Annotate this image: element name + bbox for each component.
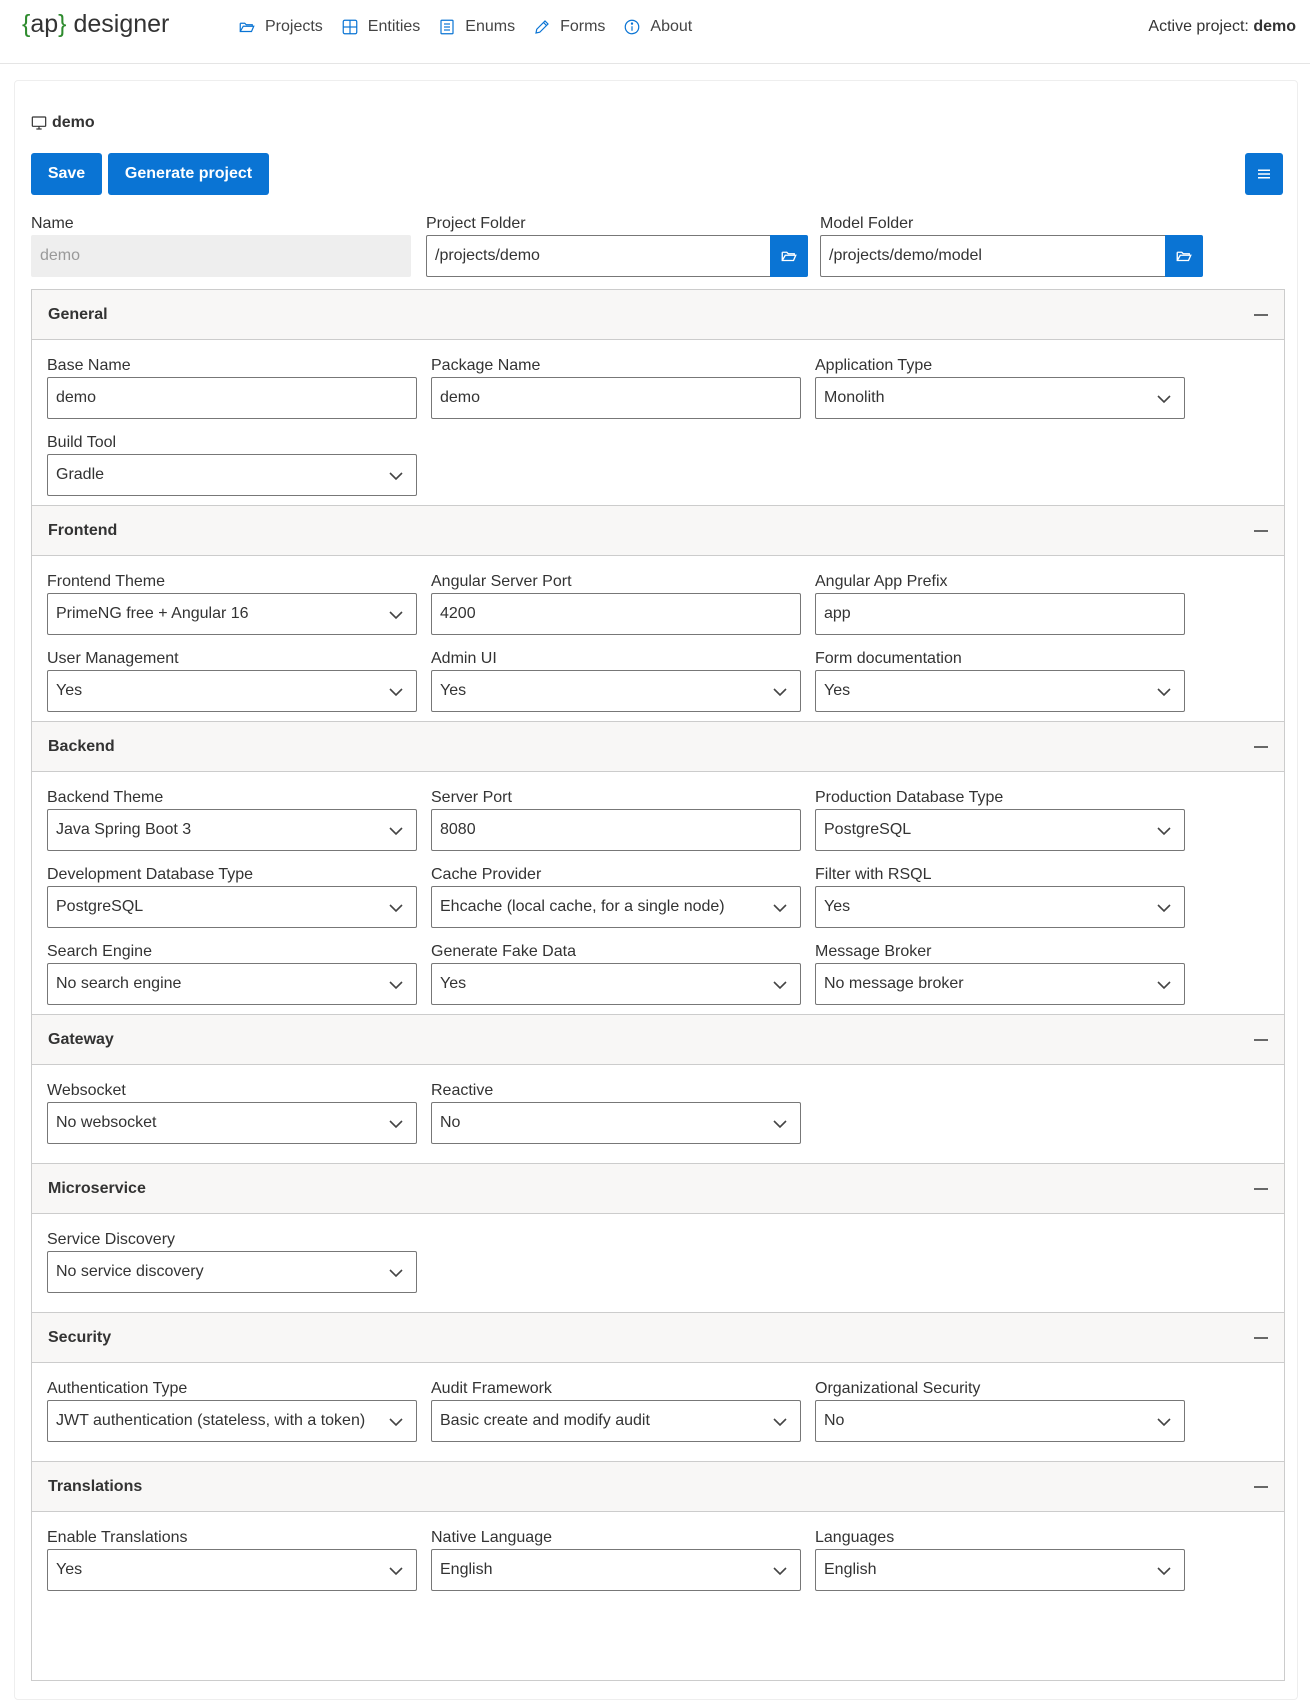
chevron-down-icon bbox=[1156, 823, 1172, 839]
select-value: No search engine bbox=[56, 975, 182, 992]
chevron-down-icon bbox=[388, 684, 404, 700]
select-value: PrimeNG free + Angular 16 bbox=[56, 605, 249, 622]
search-engine-select[interactable] bbox=[47, 963, 417, 1005]
select-value: No service discovery bbox=[56, 1263, 204, 1280]
panel-general bbox=[31, 289, 1285, 520]
user-management-select[interactable] bbox=[47, 670, 417, 712]
logo-ap: ap bbox=[30, 10, 59, 38]
native-language-label: Native Language bbox=[431, 1529, 552, 1546]
languages-label: Languages bbox=[815, 1529, 895, 1546]
panel-security bbox=[31, 1312, 1285, 1467]
select-value: PostgreSQL bbox=[56, 898, 144, 915]
chevron-down-icon bbox=[772, 977, 788, 993]
collapse-icon[interactable] bbox=[1252, 1329, 1270, 1347]
chevron-down-icon bbox=[388, 823, 404, 839]
chevron-down-icon bbox=[388, 1563, 404, 1579]
frontend-theme-select[interactable] bbox=[47, 593, 417, 635]
chevron-down-icon bbox=[772, 684, 788, 700]
frontend-theme-label: Frontend Theme bbox=[47, 573, 165, 590]
backend-theme-label: Backend Theme bbox=[47, 789, 164, 806]
form-documentation-label: Form documentation bbox=[815, 650, 962, 667]
enable-translations-select[interactable] bbox=[47, 1549, 417, 1591]
websocket-label: Websocket bbox=[47, 1082, 126, 1099]
select-value: Yes bbox=[56, 1561, 83, 1578]
save-button[interactable]: Save bbox=[31, 153, 102, 195]
info-icon bbox=[623, 18, 641, 36]
nav-entities[interactable] bbox=[341, 16, 420, 38]
model-folder-browse-button[interactable] bbox=[1165, 235, 1203, 277]
fake-data-label: Generate Fake Data bbox=[431, 943, 576, 960]
audit-framework-select[interactable] bbox=[431, 1400, 801, 1442]
websocket-select[interactable] bbox=[47, 1102, 417, 1144]
logo-brace-close: } bbox=[58, 10, 67, 38]
reactive-select[interactable] bbox=[431, 1102, 801, 1144]
select-value: No bbox=[440, 1114, 461, 1131]
project-title bbox=[31, 114, 95, 132]
nav-label: Projects bbox=[265, 18, 323, 35]
chevron-down-icon bbox=[1156, 684, 1172, 700]
panel-header-translations[interactable] bbox=[32, 1462, 1284, 1512]
panel-gateway bbox=[31, 1014, 1285, 1169]
enable-translations-label: Enable Translations bbox=[47, 1529, 188, 1546]
select-value: Yes bbox=[440, 682, 467, 699]
select-value: No message broker bbox=[824, 975, 964, 992]
select-value: Basic create and modify audit bbox=[440, 1412, 650, 1429]
model-folder-label: Model Folder bbox=[820, 215, 914, 232]
select-value: Ehcache (local cache, for a single node) bbox=[440, 898, 725, 915]
fake-data-select[interactable] bbox=[431, 963, 801, 1005]
logo[interactable] bbox=[22, 10, 169, 39]
folder-open-icon bbox=[238, 18, 256, 36]
organizational-security-label: Organizational Security bbox=[815, 1380, 981, 1397]
collapse-icon[interactable] bbox=[1252, 1031, 1270, 1049]
folder-open-icon bbox=[1175, 247, 1193, 265]
select-value: JWT authentication (stateless, with a token) bbox=[56, 1412, 366, 1429]
collapse-icon[interactable] bbox=[1252, 738, 1270, 756]
message-broker-label: Message Broker bbox=[815, 943, 932, 960]
native-language-select[interactable] bbox=[431, 1549, 801, 1591]
panel-header-backend[interactable] bbox=[32, 722, 1284, 772]
panel-header-general[interactable] bbox=[32, 290, 1284, 340]
panel-translations bbox=[31, 1461, 1285, 1681]
nav-label: Entities bbox=[367, 18, 421, 35]
panel-title: General bbox=[48, 305, 108, 323]
nav-label: Enums bbox=[465, 18, 516, 35]
chevron-down-icon bbox=[388, 1265, 404, 1281]
chevron-down-icon bbox=[388, 468, 404, 484]
chevron-down-icon bbox=[388, 900, 404, 916]
search-engine-label: Search Engine bbox=[47, 943, 152, 960]
active-project-indicator bbox=[1148, 18, 1296, 36]
nav-projects[interactable] bbox=[238, 16, 323, 38]
active-project-name: demo bbox=[1253, 18, 1296, 35]
package-name-input[interactable]: demo bbox=[431, 377, 801, 419]
active-project-prefix: Active project: bbox=[1148, 18, 1254, 35]
pencil-icon bbox=[533, 18, 551, 36]
panel-header-gateway[interactable] bbox=[32, 1015, 1284, 1065]
panel-frontend bbox=[31, 505, 1285, 736]
backend-theme-select[interactable] bbox=[47, 809, 417, 851]
main-nav bbox=[238, 16, 710, 38]
select-value: Gradle bbox=[56, 466, 105, 483]
project-title-text: demo bbox=[52, 114, 95, 131]
chevron-down-icon bbox=[388, 607, 404, 623]
name-label: Name bbox=[31, 215, 74, 232]
nav-label: About bbox=[650, 18, 693, 35]
panel-header-frontend[interactable] bbox=[32, 506, 1284, 556]
panel-title: Gateway bbox=[48, 1030, 114, 1048]
cache-provider-select[interactable] bbox=[431, 886, 801, 928]
rsql-filter-label: Filter with RSQL bbox=[815, 866, 932, 883]
panel-title: Frontend bbox=[48, 521, 118, 539]
select-value: PostgreSQL bbox=[824, 821, 912, 838]
admin-ui-select[interactable] bbox=[431, 670, 801, 712]
chevron-down-icon bbox=[1156, 1563, 1172, 1579]
select-value: Yes bbox=[56, 682, 83, 699]
chevron-down-icon bbox=[388, 1414, 404, 1430]
collapse-icon[interactable] bbox=[1252, 1180, 1270, 1198]
nav-about[interactable] bbox=[623, 16, 692, 38]
development-db-select[interactable] bbox=[47, 886, 417, 928]
chevron-down-icon bbox=[772, 1563, 788, 1579]
cache-provider-label: Cache Provider bbox=[431, 866, 542, 883]
nav-enums[interactable] bbox=[438, 16, 515, 38]
project-folder-browse-button[interactable] bbox=[770, 235, 808, 277]
collapse-icon[interactable] bbox=[1252, 522, 1270, 540]
chevron-down-icon bbox=[1156, 391, 1172, 407]
server-port-label: Server Port bbox=[431, 789, 512, 806]
hamburger-icon bbox=[1255, 165, 1273, 183]
panel-backend bbox=[31, 721, 1285, 1030]
chevron-down-icon bbox=[772, 1414, 788, 1430]
service-discovery-select[interactable] bbox=[47, 1251, 417, 1293]
monitor-icon bbox=[31, 115, 47, 131]
select-value: Java Spring Boot 3 bbox=[56, 821, 192, 838]
panel-header-security[interactable] bbox=[32, 1313, 1284, 1363]
authentication-type-select[interactable] bbox=[47, 1400, 417, 1442]
top-navbar bbox=[0, 0, 1310, 64]
select-value: Yes bbox=[824, 682, 851, 699]
model-folder-input[interactable]: /projects/demo/model bbox=[820, 235, 1166, 277]
angular-prefix-label: Angular App Prefix bbox=[815, 573, 948, 590]
chevron-down-icon bbox=[1156, 977, 1172, 993]
panel-title: Translations bbox=[48, 1477, 143, 1495]
angular-port-label: Angular Server Port bbox=[431, 573, 572, 590]
project-folder-label: Project Folder bbox=[426, 215, 526, 232]
select-value: Monolith bbox=[824, 389, 885, 406]
development-db-label: Development Database Type bbox=[47, 866, 254, 883]
build-tool-label: Build Tool bbox=[47, 434, 117, 451]
application-type-label: Application Type bbox=[815, 357, 933, 374]
chevron-down-icon bbox=[1156, 900, 1172, 916]
table-icon bbox=[341, 18, 359, 36]
select-value: No bbox=[824, 1412, 845, 1429]
chevron-down-icon bbox=[1156, 1414, 1172, 1430]
message-broker-select[interactable] bbox=[815, 963, 1185, 1005]
organizational-security-select[interactable] bbox=[815, 1400, 1185, 1442]
languages-select[interactable] bbox=[815, 1549, 1185, 1591]
panel-title: Microservice bbox=[48, 1179, 146, 1197]
generate-project-button[interactable]: Generate project bbox=[108, 153, 269, 195]
chevron-down-icon bbox=[388, 977, 404, 993]
chevron-down-icon bbox=[772, 1116, 788, 1132]
select-value: English bbox=[440, 1561, 493, 1578]
reactive-label: Reactive bbox=[431, 1082, 494, 1099]
project-folder-input[interactable]: /projects/demo bbox=[426, 235, 771, 277]
angular-prefix-input[interactable]: app bbox=[815, 593, 1185, 635]
select-value: English bbox=[824, 1561, 877, 1578]
base-name-label: Base Name bbox=[47, 357, 131, 374]
project-card bbox=[14, 80, 1298, 1700]
select-value: No websocket bbox=[56, 1114, 157, 1131]
name-input: demo bbox=[31, 235, 411, 277]
base-name-input[interactable]: demo bbox=[47, 377, 417, 419]
nav-label: Forms bbox=[560, 18, 606, 35]
select-value: Yes bbox=[824, 898, 851, 915]
angular-port-input[interactable]: 4200 bbox=[431, 593, 801, 635]
admin-ui-label: Admin UI bbox=[431, 650, 497, 667]
collapse-icon[interactable] bbox=[1252, 306, 1270, 324]
audit-framework-label: Audit Framework bbox=[431, 1380, 552, 1397]
form-documentation-select[interactable] bbox=[815, 670, 1185, 712]
chevron-down-icon bbox=[388, 1116, 404, 1132]
folder-open-icon bbox=[780, 247, 798, 265]
panel-header-microservice[interactable] bbox=[32, 1164, 1284, 1214]
rsql-filter-select[interactable] bbox=[815, 886, 1185, 928]
production-db-select[interactable] bbox=[815, 809, 1185, 851]
logo-brace-open: { bbox=[22, 10, 31, 38]
logo-word: designer bbox=[66, 10, 170, 38]
collapse-icon[interactable] bbox=[1252, 1478, 1270, 1496]
list-icon bbox=[438, 18, 456, 36]
nav-forms[interactable] bbox=[533, 16, 605, 38]
user-management-label: User Management bbox=[47, 650, 179, 667]
panel-title: Security bbox=[48, 1328, 112, 1346]
production-db-label: Production Database Type bbox=[815, 789, 1004, 806]
package-name-label: Package Name bbox=[431, 357, 541, 374]
chevron-down-icon bbox=[772, 900, 788, 916]
select-value: Yes bbox=[440, 975, 467, 992]
application-type-select[interactable] bbox=[815, 377, 1185, 419]
build-tool-select[interactable] bbox=[47, 454, 417, 496]
panel-microservice bbox=[31, 1163, 1285, 1318]
authentication-type-label: Authentication Type bbox=[47, 1380, 188, 1397]
menu-button[interactable] bbox=[1245, 153, 1283, 195]
service-discovery-label: Service Discovery bbox=[47, 1231, 176, 1248]
server-port-input[interactable]: 8080 bbox=[431, 809, 801, 851]
panel-title: Backend bbox=[48, 737, 115, 755]
